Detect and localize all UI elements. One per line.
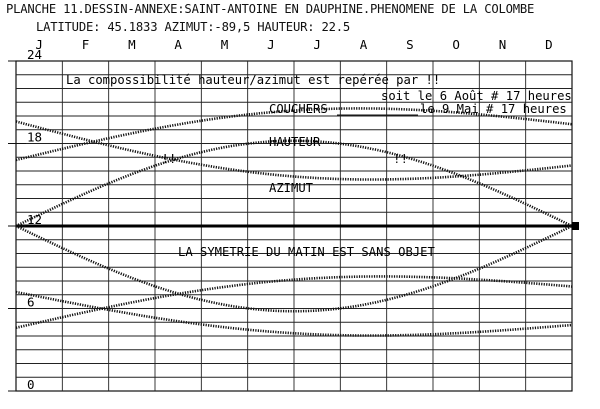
month-label: A [359,37,368,52]
month-label: M [128,37,136,52]
chart-title: PLANCHE 11.DESSIN-ANNEXE:SAINT-ANTOINE EN DAUPHINE.PHENOMENE DE LA COLOMBE [6,2,535,16]
month-label: A [174,37,182,52]
y-tick-label: 18 [27,129,43,145]
month-labels [35,37,552,52]
reference-line-end-marker [572,222,579,230]
compat-marker: !! [393,150,409,166]
month-label: M [220,37,229,52]
month-label: J [267,37,275,52]
annotation-azimut: AZIMUT [269,181,314,195]
annotation-hauteur: HAUTEUR [269,135,321,149]
annotation-compat: La compossibilité hauteur/azimut est repérée par !! [66,73,441,87]
annotation-symetrie: LA SYMETRIE DU MATIN EST SANS OBJET [178,245,435,259]
month-label: N [498,37,507,52]
month-label: O [452,37,460,52]
y-tick-label: 0 [27,377,35,392]
month-label: J [35,37,43,52]
chart-subtitle: LATITUDE: 45.1833 AZIMUT:-89,5 HAUTEUR: 22.5 [36,20,351,34]
y-tick-label: 24 [27,47,43,62]
annotation-date-mai: le 9 Mai # 17 heures [420,102,567,116]
compat-marker: !! [161,150,177,166]
month-label: S [406,37,414,52]
y-tick-labels [8,47,42,392]
annotation-couchers: COUCHERS [269,102,328,116]
annotation-date-aout: soit le 6 Août # 17 heures [381,89,572,103]
y-tick-label: 12 [27,212,43,227]
month-label: F [81,37,90,52]
markers-layer [161,151,408,166]
month-label: D [545,37,553,52]
month-label: J [313,37,321,52]
y-tick-label: 6 [27,294,35,310]
